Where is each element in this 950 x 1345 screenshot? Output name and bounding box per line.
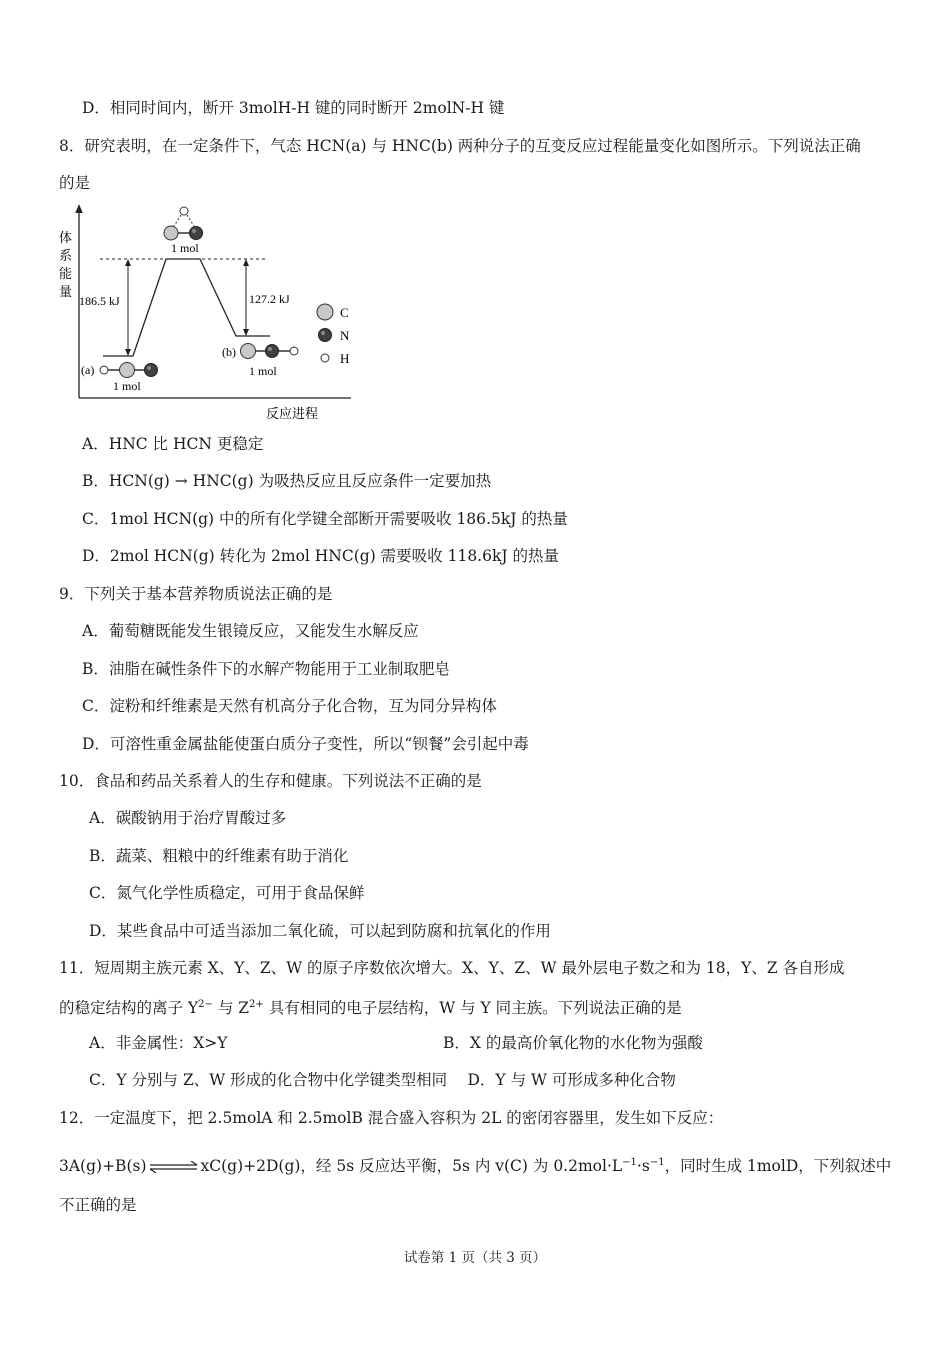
- ts-amount: 1 mol: [171, 241, 199, 255]
- legend-c-icon: [317, 304, 333, 320]
- q9-stem: 9．下列关于基本营养物质说法正确的是: [59, 585, 333, 603]
- q12-stem: 12．一定温度下，把 2.5molA 和 2.5molB 混合盛入容积为 2L 的密闭容器里，发生如下反应：: [59, 1109, 724, 1127]
- q11-text-3: 具有相同的电子层结构，W 与 Y 同主族。下列说法正确的是: [263, 999, 682, 1018]
- q8-option-c: C．1mol HCN(g) 中的所有化学键全部断开需要吸收 186.5kJ 的热量: [82, 510, 568, 528]
- q8-option-a: A．HNC 比 HCN 更稳定: [82, 435, 264, 453]
- y-axis-label-4: 量: [59, 284, 73, 299]
- q9-option-d: D．可溶性重金属盐能使蛋白质分子变性，所以“钡餐”会引起中毒: [82, 735, 529, 753]
- eq-text-3: ，同时生成 1molD，下列叙述中: [664, 1157, 892, 1176]
- q11-stem-cont: [59, 995, 682, 1018]
- b-label: (b): [222, 345, 236, 359]
- y-axis-label-1: 体: [59, 230, 73, 245]
- eq-reactants: 3A(g)+B(s): [59, 1157, 147, 1176]
- z-ion-charge: 2+: [249, 999, 264, 1010]
- legend-c-label: C: [340, 305, 349, 320]
- q8-stem-cont: 的是: [59, 174, 91, 192]
- eq-text-1: xC(g)+2D(g)，经 5s 反应达平衡，5s 内 v(C) 为 0.2mol·L: [200, 1157, 623, 1176]
- q11-text-2: 与 Z: [212, 999, 250, 1018]
- q9-option-c: C．淀粉和纤维素是天然有机高分子化合物，互为同分异构体: [82, 697, 497, 715]
- q8-option-b: B．HCN(g) → HNC(g) 为吸热反应且反应条件一定要加热: [82, 472, 492, 490]
- hcn-molecule-icon: [100, 363, 158, 378]
- q11-option-cd: C．Y 分别与 Z、W 形成的化合物中化学键类型相同 D．Y 与 W 可形成多种化合物: [89, 1071, 676, 1089]
- q9-option-a: A．葡萄糖既能发生银镜反应，又能发生水解反应: [82, 622, 419, 640]
- energy-right-label: 127.2 kJ: [249, 292, 290, 306]
- a-label: (a): [81, 363, 95, 377]
- y-axis-label-2: 系: [59, 248, 73, 263]
- ts-molecule-icon: [164, 207, 203, 240]
- page-footer: 试卷第 1 页（共 3 页）: [403, 1250, 547, 1266]
- q11-option-b: B．X 的最高价氧化物的水化物为强酸: [443, 1034, 703, 1052]
- x-axis-label: 反应进程: [266, 406, 319, 421]
- q12-equation: [59, 1153, 891, 1176]
- q10-option-b: B．蔬菜、粗粮中的纤维素有助于消化: [89, 847, 349, 865]
- a-amount: 1 mol: [113, 379, 141, 393]
- q8-stem: 8．研究表明，在一定条件下，气态 HCN(a) 与 HNC(b) 两种分子的互变反应过程能量变化如图所示。下列说法正确: [59, 137, 861, 155]
- legend-n-icon: [319, 329, 332, 342]
- q8-option-d: D．2mol HCN(g) 转化为 2mol HNC(g) 需要吸收 118.6kJ 的热量: [82, 547, 560, 565]
- eq-exp-2: −1: [649, 1157, 665, 1168]
- q10-option-d: D．某些食品中可适当添加二氧化硫，可以起到防腐和抗氧化的作用: [89, 922, 551, 940]
- q7-option-d: D．相同时间内，断开 3molH-H 键的同时断开 2molN-H 键: [82, 99, 505, 117]
- q10-stem: 10．食品和药品关系着人的生存和健康。下列说法不正确的是: [59, 772, 482, 790]
- q9-option-b: B．油脂在碱性条件下的水解产物能用于工业制取肥皂: [82, 660, 450, 678]
- eq-exp-1: −1: [622, 1157, 637, 1168]
- q10-option-a: A．碳酸钠用于治疗胃酸过多: [89, 809, 287, 827]
- q11-text-1: 的稳定结构的离子 Y: [59, 999, 199, 1018]
- eq-text-2: ·s: [636, 1157, 650, 1176]
- hnc-molecule-icon: [241, 344, 299, 359]
- energy-diagram: [55, 200, 365, 425]
- legend: [317, 304, 350, 366]
- y-ion-charge: 2−: [198, 999, 213, 1010]
- b-amount: 1 mol: [249, 364, 277, 378]
- y-axis-label-3: 能: [59, 266, 73, 281]
- legend-n-label: N: [340, 328, 350, 343]
- q11-stem: 11．短周期主族元素 X、Y、Z、W 的原子序数依次增大。X、Y、Z、W 最外层电子数之和为 18，Y、Z 各自形成: [59, 959, 845, 977]
- equilibrium-arrow-icon: [149, 1161, 199, 1173]
- energy-left-label: 186.5 kJ: [79, 294, 120, 308]
- legend-h-label: H: [340, 351, 350, 366]
- legend-h-icon: [321, 354, 329, 362]
- q12-stem-cont: 不正确的是: [59, 1196, 137, 1214]
- q11-option-a: A．非金属性：X>Y: [89, 1034, 228, 1052]
- q10-option-c: C．氮气化学性质稳定，可用于食品保鲜: [89, 884, 365, 902]
